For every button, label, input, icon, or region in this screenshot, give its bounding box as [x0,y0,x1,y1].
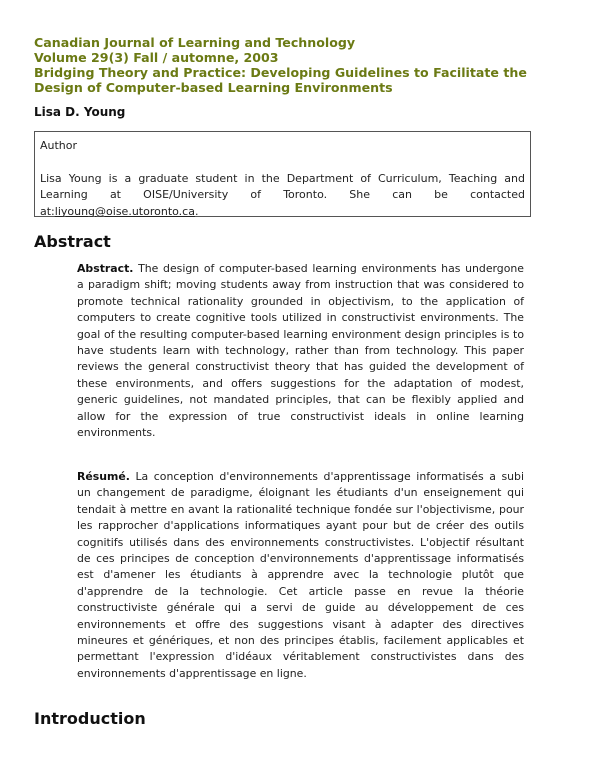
author-info-box [34,131,531,217]
author-bio [40,171,525,221]
journal-name: Canadian Journal of Learning and Technology [34,35,356,50]
abstract-heading: Abstract [34,232,111,251]
author-box-title: Author [40,139,78,152]
abstract-english [77,261,524,441]
journal-header [34,35,574,95]
author-bio-end: . [194,204,199,218]
volume-info: Volume 29(3) Fall / automne, 2003 [34,50,279,65]
abstract-fr-text: La conception d'environnements d'apprentissage informatisés a subi un changement de paradigme, éloignant les étudiants d'un enseignement qui tendait à mettre en avant la rationalité technique fondée sur l'objectivisme, pour les rapprocher d'applications informatiques ayant pour but de créer des outils cognitifs utilisés dans des environnements constructivistes. L'objectif résultant de ces principes de conception d'environnements d'apprentissage informatisés est d'amener les étudiants à apprendre avec la technologie plutôt que d'apprendre de la technologie. Cet article passe en revue la théorie constructiviste générale qui a servi de guide au développement de ces environnements et offre des suggestions visant à adapter des directives mineures et génériques, et non des principes établis, facilement applicables et permettant l'expression d'idéaux véritablement constructivistes dans des environnements d'apprentissage en ligne. [77,470,524,680]
article-title-line-1: Bridging Theory and Practice: Developing Guidelines to Facilitate the [34,65,527,80]
author-bio-text: Lisa Young is a graduate student in the Department of Curriculum, Teaching and Learning at OISE/University of Toronto. She can be contacted at: [40,171,525,218]
abstract-en-text: The design of computer-based learning environments has undergone a paradigm shift; moving students away from instruction that was considered to promote technical rationality grounded in objectivism, to the application of computers to create cognitive tools utilized in constructivist environments. The goal of the resulting computer-based learning environment design principles is to have students learn with technology, rather than from technology. This paper reviews the general constructivist theory that has guided the development of these environments, and offers suggestions for the adaptation of modest, generic guidelines, not mandated principles, that can be flexibly applied and allow for the expression of true constructivist ideals in online learning environments. [77,262,524,440]
abstract-french [77,469,524,682]
article-title-line-2: Design of Computer-based Learning Environments [34,80,393,95]
abstract-fr-lead: Résumé. [77,470,130,483]
abstract-en-lead: Abstract. [77,262,134,275]
introduction-heading: Introduction [34,709,146,728]
author-name: Lisa D. Young [34,105,126,119]
author-email-link[interactable]: liyoung@oise.utoronto.ca [54,204,195,218]
